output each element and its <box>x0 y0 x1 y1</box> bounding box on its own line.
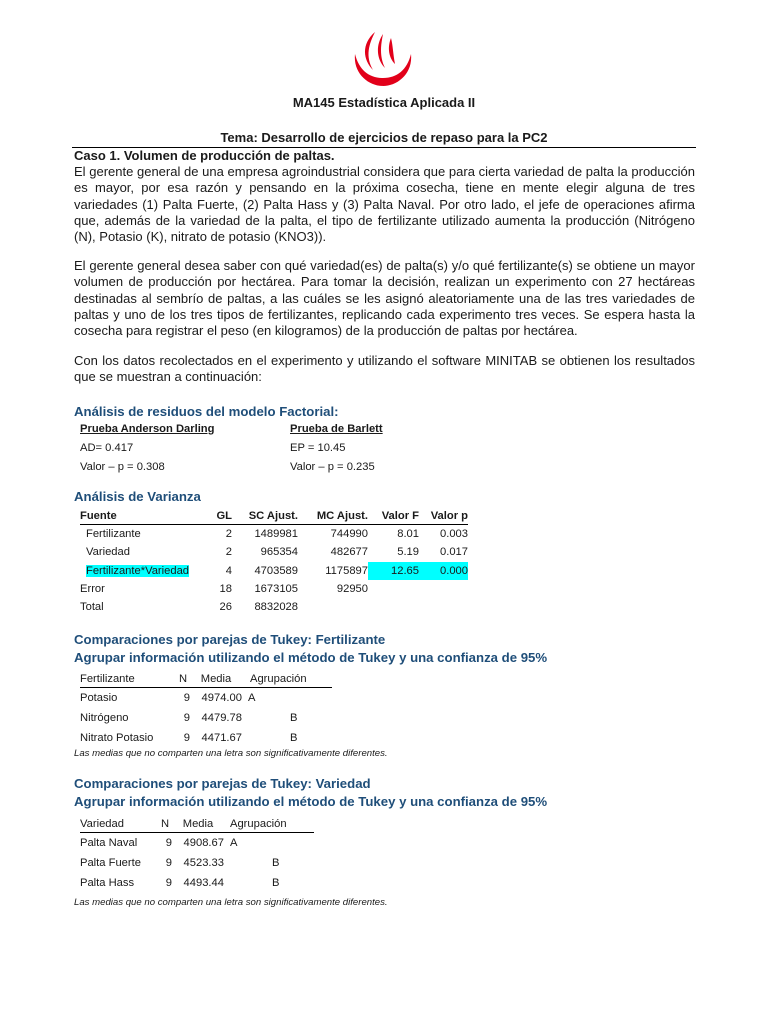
anova-cell: 4 <box>225 564 232 577</box>
tukey-var-table <box>80 815 314 893</box>
table-row <box>80 728 332 748</box>
tukey-header: Agrupación <box>242 670 332 688</box>
barlett-block <box>290 420 383 477</box>
course-title: MA145 Estadística Aplicada II <box>292 95 476 110</box>
tukey-fert-table <box>80 670 332 748</box>
anova-f-highlight: 12.65 <box>368 562 419 580</box>
case-paragraph-3: Con los datos recolectados en el experimento y utilizando el software MINITAB se obtienen los resultados que se muestran a continuación: <box>74 353 695 385</box>
tukey-cell: 4523.33 <box>183 857 224 869</box>
tukey-cell: Nitrato Potasio <box>80 732 154 744</box>
anova-cell <box>368 580 419 598</box>
tukey-cell: 4908.67 <box>183 837 224 849</box>
anova-header: GL <box>214 507 232 525</box>
tukey-group-b: B <box>290 712 298 724</box>
anova-cell: 18 <box>219 583 232 596</box>
tukey-cell: Palta Naval <box>80 837 138 849</box>
tukey-cell: 9 <box>165 877 172 889</box>
anderson-title: Prueba Anderson Darling <box>80 423 215 435</box>
anova-cell <box>298 598 368 616</box>
tukey-cell: 9 <box>165 837 172 849</box>
tukey-header-row <box>80 815 314 833</box>
tukey-fert-note: Las medias que no comparten una letra son significativamente diferentes. <box>74 748 388 759</box>
anova-cell: 5.19 <box>397 546 419 559</box>
tukey-group-a <box>224 853 264 873</box>
residuals-heading: Análisis de residuos del modelo Factorial: <box>74 404 339 419</box>
table-row <box>80 598 468 616</box>
tukey-var-note: Las medias que no comparten una letra son significativamente diferentes. <box>74 897 388 908</box>
anova-header: SC Ajust. <box>232 507 298 525</box>
tukey-group-b: B <box>272 877 280 889</box>
table-row <box>80 543 468 561</box>
anova-heading: Análisis de Varianza <box>74 489 201 504</box>
anova-cell: 4703589 <box>254 564 298 577</box>
anova-header-row <box>80 507 468 525</box>
anova-cell: 1489981 <box>254 528 298 541</box>
anova-header: Valor p <box>419 507 468 525</box>
anova-cell: 2 <box>225 528 232 541</box>
tukey-header: Media <box>190 670 242 688</box>
tukey-group-b: B <box>290 732 298 744</box>
tukey-header: N <box>158 815 172 833</box>
tukey-cell: Potasio <box>80 692 118 704</box>
tukey-group-a: A <box>230 837 238 849</box>
tukey-cell: 4974.00 <box>201 692 242 704</box>
anova-cell: 0.017 <box>440 546 468 559</box>
table-row <box>80 853 314 873</box>
anova-cell: 965354 <box>260 546 298 559</box>
anova-header: Fuente <box>80 507 214 525</box>
anova-source: Variedad <box>86 546 130 559</box>
tukey-cell: Palta Hass <box>80 877 135 889</box>
barlett-pvalue: Valor – p = 0.235 <box>290 461 375 473</box>
tukey-cell: 4493.44 <box>183 877 224 889</box>
anderson-pvalue: Valor – p = 0.308 <box>80 461 165 473</box>
tukey-cell: Palta Fuerte <box>80 857 141 869</box>
tukey-header: Agrupación <box>224 815 314 833</box>
anova-cell: 8832028 <box>254 601 298 614</box>
anova-cell: 1673105 <box>254 583 298 596</box>
anova-p-highlight: 0.000 <box>419 562 468 580</box>
tukey-group-b <box>264 833 314 854</box>
tukey-group-a: A <box>248 692 256 704</box>
table-row <box>80 708 332 728</box>
tukey-group-b: B <box>272 857 280 869</box>
table-row <box>80 562 468 580</box>
anova-source: Total <box>80 601 104 614</box>
anova-cell: 482677 <box>330 546 368 559</box>
anova-cell: 744990 <box>330 528 368 541</box>
anova-cell: 92950 <box>336 583 368 596</box>
anova-header: Valor F <box>368 507 419 525</box>
anova-cell <box>419 598 468 616</box>
table-row <box>80 688 332 709</box>
case-paragraph-1: El gerente general de una empresa agroindustrial considera que para cierta variedad de palta la producción es mayor, por esa razón y pensando en la próxima cosecha, tiene en mente elegir alguna de tres variedades (1) Palta Fuerte, (2) Palta Hass y (3) Palta Naval. Por otro lado, el jefe de operaciones afirma que, además de la variedad de la palta, el tipo de fertilizante utilizado aumenta la producción (Nitrógeno (N), Potasio (K), nitrato de potasio (KNO3)). <box>74 164 695 245</box>
anova-table <box>80 507 468 616</box>
tukey-cell: 9 <box>165 857 172 869</box>
anova-cell <box>368 598 419 616</box>
tukey-header: Variedad <box>80 815 158 833</box>
case-paragraph-2: El gerente general desea saber con qué variedad(es) de palta(s) y/o qué fertilizante(s) se obtiene un mayor volumen de producción por hectárea. Para tomar la decisión, realizan un experimento con 27 hectáreas destinadas al sembrío de paltas, a las cuáles se les asignó aleatoriamente una de las tres variedades de paltas y uno de los tres tipos de fertilizantes, replicando cada experimento tres veces. Se espera hasta la cosecha para registrar el peso (en kilogramos) de la producción de paltas por hectárea. <box>74 258 695 339</box>
case-title: Caso 1. Volumen de producción de paltas. <box>74 148 335 163</box>
topic-title: Tema: Desarrollo de ejercicios de repaso para la PC2 <box>72 130 696 148</box>
tukey-cell: 4471.67 <box>201 732 242 744</box>
tukey-header: N <box>176 670 190 688</box>
anova-source: Error <box>80 583 105 596</box>
tukey-group-a <box>242 728 282 748</box>
tukey-cell: 9 <box>183 732 190 744</box>
tukey-header: Fertilizante <box>80 670 176 688</box>
tukey-cell: 4479.78 <box>201 712 242 724</box>
tukey-cell: 9 <box>183 692 190 704</box>
tukey-cell: 9 <box>183 712 190 724</box>
tukey-fert-heading: Comparaciones por parejas de Tukey: Fertilizante <box>74 632 386 647</box>
anova-cell: 2 <box>225 546 232 559</box>
tukey-header-row <box>80 670 332 688</box>
anova-cell: 8.01 <box>397 528 419 541</box>
anova-cell: 26 <box>219 601 232 614</box>
anova-cell: 1175897 <box>325 564 368 577</box>
tukey-cell: Nitrógeno <box>80 712 129 724</box>
tukey-fert-subheading: Agrupar información utilizando el método de Tukey y una confianza de 95% <box>74 650 548 665</box>
anova-cell <box>419 580 468 598</box>
anova-cell: 0.003 <box>440 528 468 541</box>
anova-source-highlight: Fertilizante*Variedad <box>86 564 190 577</box>
tukey-group-a <box>242 708 282 728</box>
anderson-stat: AD= 0.417 <box>80 442 134 454</box>
anderson-darling-block <box>80 420 214 477</box>
table-row <box>80 873 314 893</box>
tukey-group-a <box>224 873 264 893</box>
table-row <box>80 580 468 598</box>
tukey-group-b <box>282 688 332 709</box>
anova-header: MC Ajust. <box>298 507 368 525</box>
table-row <box>80 525 468 544</box>
tukey-header: Media <box>172 815 224 833</box>
anova-source: Fertilizante <box>86 528 141 541</box>
university-logo-icon <box>351 30 415 88</box>
barlett-title: Prueba de Barlett <box>290 423 383 435</box>
barlett-stat: EP = 10.45 <box>290 442 346 454</box>
tukey-var-subheading: Agrupar información utilizando el método de Tukey y una confianza de 95% <box>74 794 548 809</box>
table-row <box>80 833 314 854</box>
tukey-var-heading: Comparaciones por parejas de Tukey: Variedad <box>74 776 371 791</box>
